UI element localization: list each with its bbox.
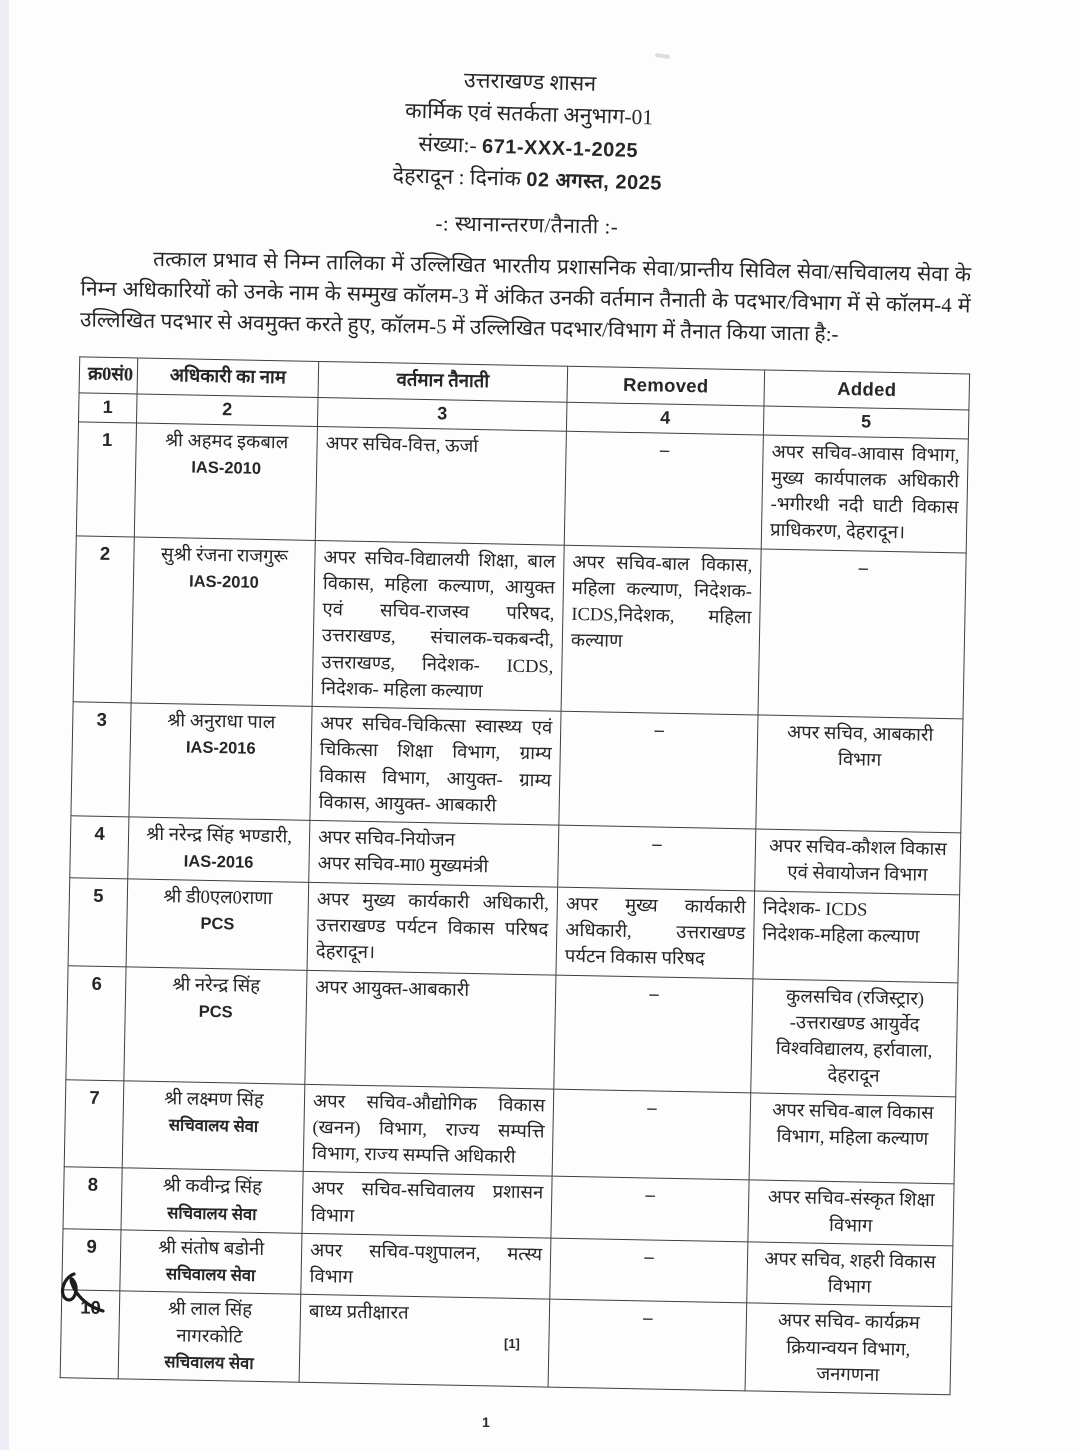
officer-name-line: श्री लाल सिंह bbox=[167, 1299, 253, 1322]
order-number-value: 671-XXX-1-2025 bbox=[481, 135, 639, 162]
table-row bbox=[66, 965, 958, 1096]
officer-name-line: श्री डी0एल0राणा bbox=[163, 886, 273, 909]
cell-added: अपर सचिव-आवास विभाग, मुख्य कार्यपालक अधिकारी -भगीरथी नदी घाटी विकास प्राधिकरण, देहरादून। bbox=[761, 435, 968, 553]
officer-name-line: IAS-2016 bbox=[185, 738, 256, 759]
column-number-3: 3 bbox=[317, 397, 567, 431]
col-header-removed: Removed bbox=[567, 366, 765, 405]
officer-name-line: PCS bbox=[200, 914, 235, 934]
cell-current-posting: अपर सचिव-चिकित्सा स्वास्थ्य एवं चिकित्सा शिक्षा विभाग, ग्राम्य विकास विभाग, आयुक्त- ग्राम्य विकास, आयुक्त- आबकारी bbox=[310, 707, 561, 826]
cell-current-posting: अपर सचिव-औद्योगिक विकास (खनन) विभाग, राज्य सम्पत्ति विभाग, राज्य सम्पत्ति अधिकारी bbox=[303, 1084, 554, 1177]
cell-added: अपर सचिव, आबकारी विभाग bbox=[756, 715, 963, 833]
cell-removed: – bbox=[558, 825, 756, 890]
column-number-5: 5 bbox=[763, 406, 969, 439]
officer-name-line: सचिवालय सेवा bbox=[168, 1116, 259, 1136]
col-header-serial: क्र0सं0 bbox=[79, 357, 138, 393]
officer-name-line: IAS-2010 bbox=[188, 572, 259, 592]
officer-name-line: PCS bbox=[198, 1002, 233, 1022]
cell-officer-name bbox=[131, 537, 315, 707]
section-title: कार्मिक एवं सतर्कता अनुभाग-01 bbox=[404, 98, 654, 130]
cell-current-posting: अपर सचिव-वित्त, ऊर्जा bbox=[315, 426, 566, 545]
table-row bbox=[71, 702, 963, 833]
cell-current-posting: अपर मुख्य कार्यकारी अधिकारी, उत्तराखण्ड पर्यटन विकास परिषद देहरादून। bbox=[307, 882, 558, 975]
cell-removed: – bbox=[564, 431, 763, 549]
cell-current-posting: बाध्य प्रतीक्षारत bbox=[299, 1295, 550, 1388]
cell-officer-name bbox=[134, 422, 317, 540]
cell-added: अपर सचिव, शहरी विकास विभाग bbox=[747, 1242, 953, 1307]
cell-added: अपर सचिव-कौशल विकास एवं सेवायोजन विभाग bbox=[755, 829, 961, 894]
cell-officer-name bbox=[129, 703, 312, 821]
cell-serial: 10 bbox=[60, 1290, 120, 1379]
officer-name-line: श्री अनुराधा पाल bbox=[167, 711, 276, 734]
cell-officer-name bbox=[120, 1230, 302, 1295]
column-number-1: 1 bbox=[79, 392, 138, 422]
col-header-current-posting: वर्तमान तैनाती bbox=[318, 362, 568, 402]
cell-added: अपर सचिव-बाल विकास विभाग, महिला कल्याण bbox=[749, 1093, 956, 1185]
cell-removed: – bbox=[548, 1300, 747, 1392]
page-footer-marker: [1] bbox=[504, 1336, 520, 1351]
table-row bbox=[76, 421, 968, 552]
cell-officer-name bbox=[121, 1168, 303, 1233]
cell-removed: – bbox=[559, 711, 758, 829]
cell-officer-name bbox=[126, 879, 309, 970]
cell-officer-name bbox=[118, 1291, 301, 1382]
document-sheet bbox=[60, 57, 975, 1395]
cell-added: अपर सचिव- कार्यक्रम क्रियान्वयन विभाग, जनगणना bbox=[745, 1303, 952, 1395]
officer-name-line: श्री नरेन्द्र सिंह bbox=[172, 974, 261, 997]
cell-current-posting: अपर सचिव-सचिवालय प्रशासन विभाग bbox=[302, 1172, 552, 1238]
column-number-2: 2 bbox=[137, 393, 319, 425]
cell-officer-name bbox=[128, 817, 310, 882]
table-row bbox=[68, 878, 960, 983]
cell-serial: 2 bbox=[73, 535, 134, 703]
intro-paragraph: तत्काल प्रभाव से निम्न तालिका में उल्लिखित भारतीय प्रशासनिक सेवा/प्रान्तीय सिविल सेवा/सचिवालय सेवा के निम्न अधिकारियों को उनके नाम के सम्मुख कॉलम-3 में अंकित उनकी वर्तमान तैनाती के पदभार/विभाग में से कॉलम-4 में उल्लिखित पदभार से अवमुक्त करते हुए, कॉलम-5 में उल्लिखित पदभार/विभाग में तैनात किया जाता है:- bbox=[79, 246, 972, 347]
cell-serial: 5 bbox=[68, 878, 128, 967]
government-title: उत्तराखण्ड शासन bbox=[463, 68, 597, 96]
officer-name-line: IAS-2010 bbox=[191, 458, 262, 478]
scan-edge-strip bbox=[0, 0, 9, 1450]
cell-added: – bbox=[758, 549, 966, 719]
cell-removed: – bbox=[550, 1238, 748, 1303]
cell-officer-name bbox=[124, 966, 307, 1084]
cell-current-posting: अपर सचिव-नियोजन अपर सचिव-मा0 मुख्यमंत्री bbox=[309, 821, 559, 887]
table-row bbox=[64, 1079, 956, 1184]
signature-scribble bbox=[58, 1268, 130, 1325]
officer-name-line: सचिवालय सेवा bbox=[167, 1203, 257, 1224]
cell-removed: अपर सचिव-बाल विकास, महिला कल्याण, निदेशक- ICDS,निदेशक, महिला कल्याण bbox=[561, 545, 761, 715]
date-value: 02 अगस्त, 2025 bbox=[526, 168, 663, 195]
cell-removed: – bbox=[554, 975, 753, 1093]
table-row bbox=[73, 535, 966, 719]
cell-current-posting: अपर आयुक्त-आबकारी bbox=[305, 970, 556, 1089]
scan-smudge bbox=[655, 53, 670, 59]
place-date-label: देहरादून : दिनांक bbox=[392, 162, 522, 191]
cell-serial: 9 bbox=[62, 1229, 121, 1292]
officer-name-line: श्री नरेन्द्र सिंह भण्डारी, bbox=[146, 824, 293, 848]
officer-name-line: IAS-2016 bbox=[183, 852, 254, 873]
officer-name-line: नागरकोटि bbox=[176, 1326, 243, 1348]
cell-current-posting: अपर सचिव-विद्यालयी शिक्षा, बाल विकास, महिला कल्याण, आयुक्त एवं सचिव-राजस्व परिषद, उत्तराखण्ड, संचालक-चकबन्दी, उत्तराखण्ड, निदेशक- ICDS, निदेशक- महिला कल्याण bbox=[312, 540, 564, 711]
officer-name-line: श्री कवीन्द्र सिंह bbox=[162, 1176, 263, 1199]
cell-removed: – bbox=[551, 1177, 749, 1242]
cell-serial: 7 bbox=[64, 1079, 124, 1168]
cell-serial: 6 bbox=[66, 965, 126, 1080]
officer-name-line: सुश्री रंजना राजगुरू bbox=[160, 544, 289, 567]
order-number-label: संख्या:- bbox=[418, 131, 478, 158]
cell-added: निदेशक- ICDS निदेशक-महिला कल्याण bbox=[753, 891, 960, 983]
cell-added: अपर सचिव-संस्कृत शिक्षा विभाग bbox=[748, 1180, 954, 1245]
officer-table-body bbox=[60, 421, 968, 1395]
subject-line: -: स्थानान्तरण/तैनाती :- bbox=[435, 211, 619, 239]
document-header bbox=[82, 54, 975, 208]
cell-serial: 1 bbox=[76, 421, 136, 536]
officer-name-line: सचिवालय सेवा bbox=[164, 1353, 254, 1373]
column-number-4: 4 bbox=[566, 402, 764, 435]
cell-serial: 8 bbox=[63, 1167, 122, 1230]
cell-serial: 4 bbox=[70, 816, 129, 879]
cell-serial: 3 bbox=[71, 702, 131, 817]
col-header-added: Added bbox=[764, 370, 970, 409]
officer-name-line: सचिवालय सेवा bbox=[165, 1265, 256, 1286]
officer-name-line: श्री संतोष बडोनी bbox=[157, 1237, 265, 1261]
col-header-officer-name: अधिकारी का नाम bbox=[137, 358, 319, 397]
cell-added: कुलसचिव (रजिस्ट्रार) -उत्तराखण्ड आयुर्वेद विश्वविद्यालय, हर्रावाला, देहरादून bbox=[751, 978, 958, 1096]
cell-officer-name bbox=[122, 1080, 305, 1171]
officer-name-line: श्री अहमद इकबाल bbox=[164, 430, 289, 453]
cell-removed: – bbox=[552, 1089, 751, 1181]
officer-transfer-table bbox=[60, 357, 970, 1396]
officer-name-line: श्री लक्ष्मण सिंह bbox=[164, 1088, 264, 1111]
page-number: 1 bbox=[482, 1414, 490, 1430]
cell-current-posting: अपर सचिव-पशुपालन, मत्स्य विभाग bbox=[301, 1233, 551, 1299]
cell-removed: अपर मुख्य कार्यकारी अधिकारी, उत्तराखण्ड पर्यटन विकास परिषद bbox=[556, 887, 755, 979]
